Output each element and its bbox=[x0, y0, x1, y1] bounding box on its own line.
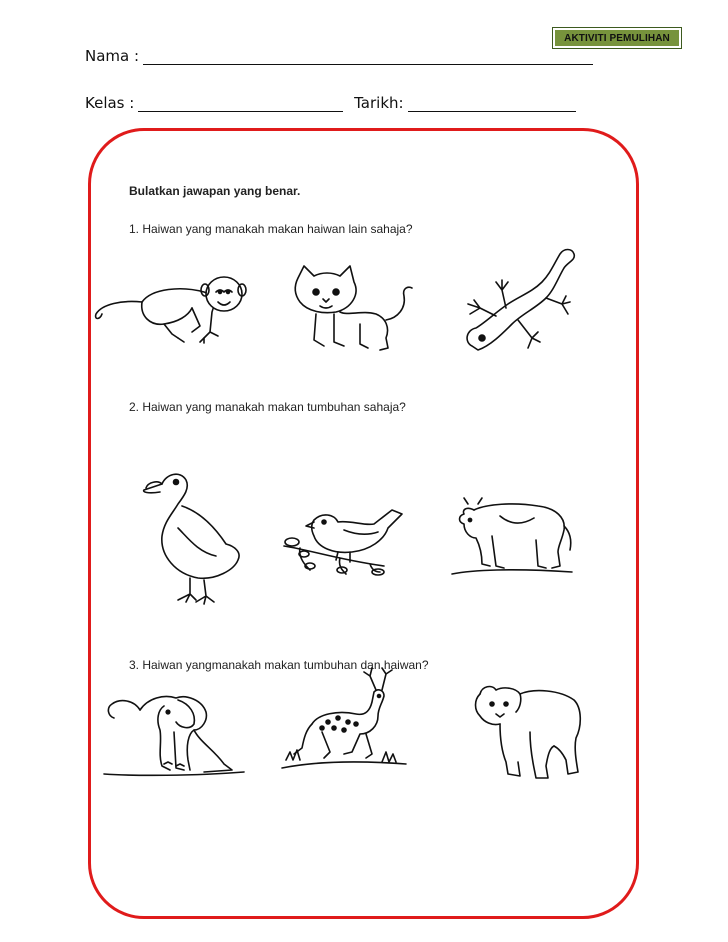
bird-icon[interactable] bbox=[280, 506, 412, 578]
kelas-row bbox=[85, 94, 576, 112]
activity-badge-label: AKTIVITI PEMULIHAN bbox=[555, 30, 679, 46]
kelas-label: Kelas : bbox=[85, 94, 135, 112]
tarikh-blank[interactable] bbox=[408, 95, 576, 112]
duck-icon[interactable] bbox=[138, 466, 244, 606]
cow-icon[interactable] bbox=[452, 496, 576, 578]
activity-badge bbox=[552, 27, 682, 49]
question-3: 3. Haiwan yangmanakah makan tumbuhan dan haiwan? bbox=[129, 658, 429, 672]
bear-icon[interactable] bbox=[470, 682, 584, 782]
nama-label: Nama : bbox=[85, 47, 140, 65]
lizard-icon[interactable] bbox=[458, 242, 580, 360]
question-2: 2. Haiwan yang manakah makan tumbuhan sahaja? bbox=[129, 400, 406, 414]
tarikh-label: Tarikh: bbox=[354, 94, 404, 112]
instruction-text: Bulatkan jawapan yang benar. bbox=[129, 184, 301, 198]
deer-icon[interactable] bbox=[282, 668, 406, 772]
nama-blank[interactable] bbox=[143, 48, 593, 65]
question-1: 1. Haiwan yang manakah makan haiwan lain sahaja? bbox=[129, 222, 413, 236]
elephant-icon[interactable] bbox=[104, 690, 244, 782]
kelas-blank[interactable] bbox=[138, 95, 343, 112]
nama-row bbox=[85, 47, 593, 65]
monkey-icon[interactable] bbox=[92, 262, 252, 347]
cat-icon[interactable] bbox=[290, 264, 420, 354]
